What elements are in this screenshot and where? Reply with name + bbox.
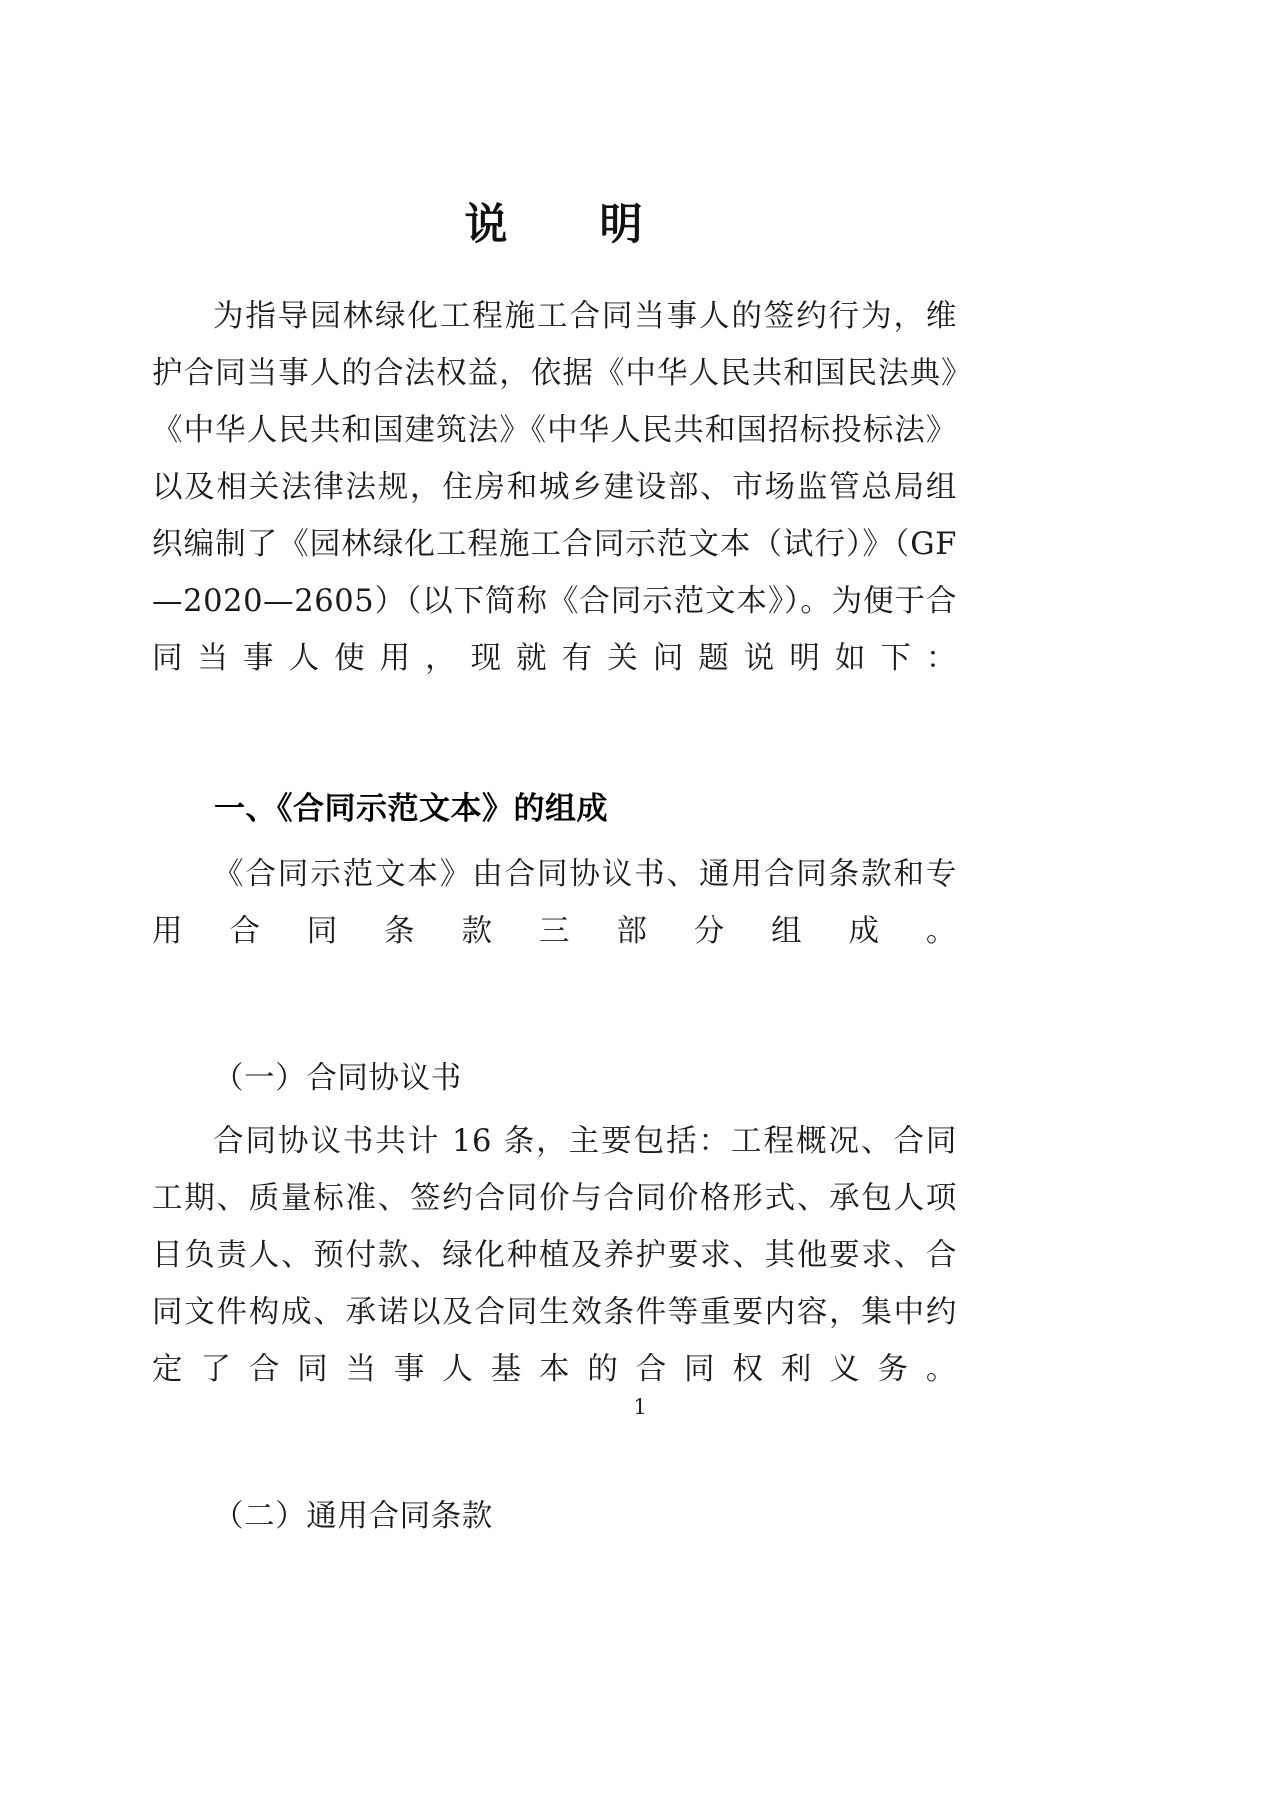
spacer [152, 749, 957, 763]
paragraph-subsection-one-body: 合同协议书共计 16 条，主要包括：工程概况、合同工期、质量标准、签约合同价与合同价格形式、承包人项目负责人、预付款、绿化种植及养护要求、其他要求、合同文件构成、承诺以及合同生效条件等重要内容，集中约定了合同当事人基本的合同权利义务。 [152, 1123, 957, 1387]
subsection-heading-one: （一）合同协议书 [213, 1060, 462, 1096]
spacer [152, 1460, 957, 1474]
page-number: 1 [633, 1395, 647, 1419]
subsection-heading-two: （二）通用合同条款 [213, 1498, 493, 1534]
section-heading-one: 一、《合同示范文本》的组成 [214, 790, 608, 827]
paragraph-section-one-body: 《合同示范文本》由合同协议书、通用合同条款和专用合同条款三部分组成。 [152, 856, 957, 949]
paragraph-intro: 为指导园林绿化工程施工合同当事人的签约行为，维护合同当事人的合法权益，依据《中华人民共和国民法典》《中华人民共和国建筑法》《中华人民共和国招标投标法》以及相关法律法规，住房和城乡建设部、市场监管总局组织编制了《园林绿化工程施工合同示范文本（试行）》（GF—2020—2605）（以下简称《合同示范文本》）。为便于合同当事人使用，现就有关问题说明如下： [152, 298, 957, 676]
page-content [152, 0, 957, 1551]
page-title: 说 明 [464, 200, 645, 250]
body-block [152, 288, 957, 1545]
spacer [152, 1022, 957, 1036]
